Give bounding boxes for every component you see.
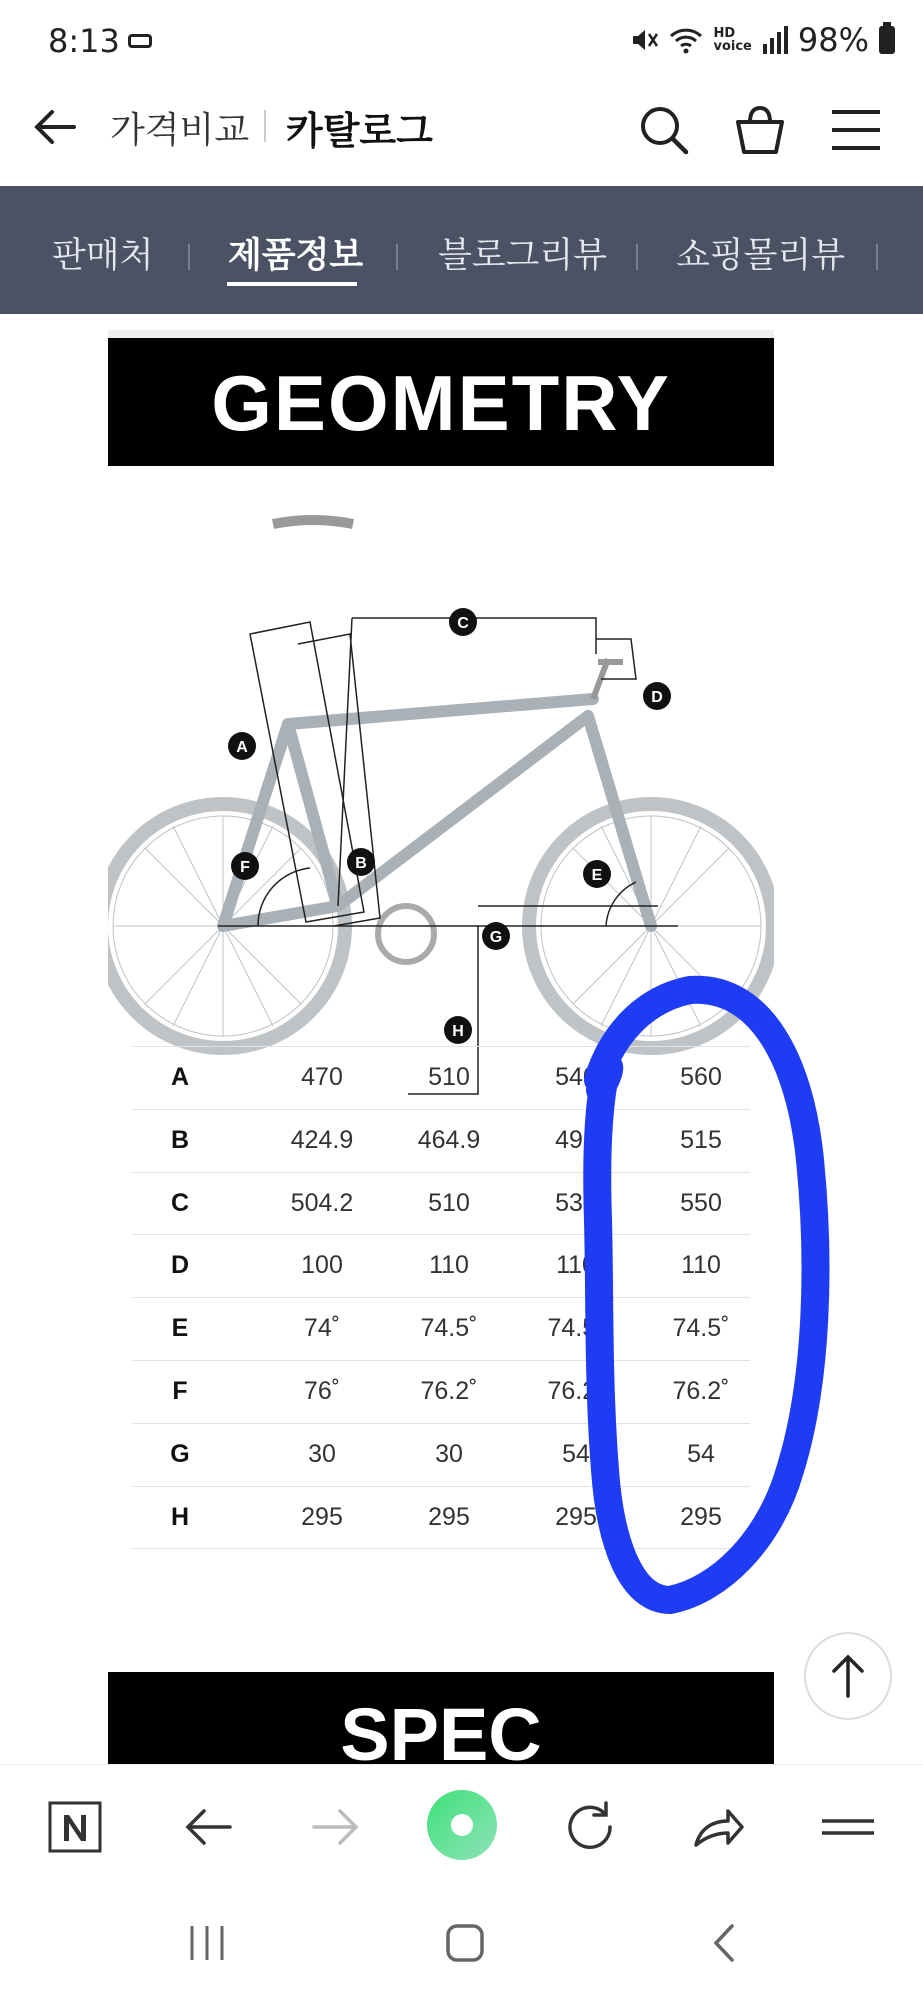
shopping-bag-icon[interactable] xyxy=(732,102,788,158)
geometry-banner xyxy=(108,330,774,466)
product-info-content xyxy=(0,314,923,1764)
table-row xyxy=(132,1423,750,1486)
table-row xyxy=(132,1046,750,1109)
geometry-title: GEOMETRY xyxy=(211,359,671,447)
table-cell: 76.2˚ xyxy=(672,1376,730,1405)
table-cell: 110 xyxy=(681,1251,721,1280)
tab-divider xyxy=(188,244,190,270)
tab-product-info[interactable]: 제품정보 xyxy=(228,236,364,276)
table-cell: 510 xyxy=(428,1063,470,1091)
table-cell: 76˚ xyxy=(303,1376,341,1405)
table-cell: 504.2 xyxy=(290,1188,354,1217)
recent-apps-icon[interactable] xyxy=(182,1918,232,1968)
row-label: C xyxy=(170,1188,190,1217)
browser-toolbar xyxy=(0,1764,923,1889)
table-cell: 295 xyxy=(680,1502,722,1531)
table-cell: 76.2˚ xyxy=(547,1376,605,1405)
table-cell: 295 xyxy=(428,1502,470,1531)
diagram-label-f: F xyxy=(240,859,250,876)
table-cell: 464.9 xyxy=(417,1125,481,1154)
row-label: H xyxy=(170,1502,190,1531)
signal-icon xyxy=(762,26,788,54)
table-cell: 74.5˚ xyxy=(547,1314,605,1343)
table-cell: 470 xyxy=(301,1063,343,1091)
hd-voice-icon: HD voice xyxy=(713,26,752,54)
table-cell: 54 xyxy=(562,1439,590,1468)
breadcrumb-price-compare[interactable]: 가격비교 xyxy=(110,110,250,151)
tab-sellers[interactable]: 판매처 xyxy=(52,236,154,276)
geometry-table xyxy=(132,1046,750,1549)
table-cell: 540 xyxy=(555,1063,597,1091)
back-nav-icon[interactable] xyxy=(700,1918,750,1968)
diagram-label-e: E xyxy=(591,867,603,884)
row-label: E xyxy=(171,1314,189,1343)
table-row xyxy=(132,1109,750,1172)
table-cell: 530 xyxy=(555,1188,597,1217)
status-time: 8:13 xyxy=(48,22,120,60)
battery-icon xyxy=(879,26,895,54)
menu-icon[interactable] xyxy=(818,1797,878,1857)
product-tabs xyxy=(0,186,923,314)
tab-divider xyxy=(396,244,398,270)
table-cell: 30 xyxy=(435,1439,463,1468)
tab-divider xyxy=(636,244,638,270)
table-cell: 510 xyxy=(428,1188,470,1217)
row-label: B xyxy=(170,1125,190,1154)
table-cell: 54 xyxy=(687,1439,715,1468)
diagram-label-h: H xyxy=(452,1023,464,1040)
status-bar xyxy=(0,0,923,80)
table-cell: 74˚ xyxy=(303,1314,341,1343)
tab-mall-reviews[interactable]: 쇼핑몰리뷰 xyxy=(676,236,846,276)
refresh-icon[interactable] xyxy=(560,1797,620,1857)
arrow-up-icon xyxy=(806,1634,890,1718)
table-row xyxy=(132,1486,750,1550)
table-cell: 550 xyxy=(680,1188,722,1217)
row-label: F xyxy=(172,1376,188,1405)
naver-home-icon[interactable] xyxy=(46,1797,106,1857)
diagram-label-b: B xyxy=(355,855,367,872)
diagram-label-g: G xyxy=(489,929,503,946)
wifi-icon xyxy=(669,25,703,55)
table-cell: 295 xyxy=(301,1502,343,1531)
spec-title: SPEC xyxy=(340,1693,542,1764)
table-cell: 74.5˚ xyxy=(420,1314,478,1343)
spec-banner xyxy=(108,1672,774,1764)
table-row xyxy=(132,1360,750,1423)
table-cell: 424.9 xyxy=(290,1125,354,1154)
table-row xyxy=(132,1172,750,1235)
app-header xyxy=(0,80,923,186)
row-label: A xyxy=(170,1063,190,1091)
table-cell: 74.5˚ xyxy=(672,1314,730,1343)
table-cell: 110 xyxy=(429,1251,469,1280)
system-nav-bar xyxy=(0,1888,923,2000)
tab-blog-reviews[interactable]: 블로그리뷰 xyxy=(438,236,608,276)
breadcrumb-catalog[interactable]: 카탈로그 xyxy=(286,109,433,153)
share-icon[interactable] xyxy=(688,1797,748,1857)
table-cell: 495 xyxy=(555,1125,597,1154)
back-arrow-icon[interactable] xyxy=(30,102,80,152)
table-cell: 110 xyxy=(556,1251,596,1280)
row-label: G xyxy=(170,1439,190,1468)
scroll-to-top-button[interactable] xyxy=(804,1632,892,1720)
table-row xyxy=(132,1297,750,1360)
menu-icon[interactable] xyxy=(828,102,884,158)
diagram-label-c: C xyxy=(457,615,469,632)
table-cell: 30 xyxy=(308,1439,336,1468)
diagram-label-d: D xyxy=(651,689,663,706)
voicemail-icon xyxy=(128,34,152,48)
status-icons xyxy=(629,20,895,60)
table-cell: 515 xyxy=(680,1125,722,1154)
mute-icon xyxy=(629,25,659,55)
back-icon[interactable] xyxy=(178,1797,238,1857)
active-tab-indicator xyxy=(227,282,357,286)
table-cell: 560 xyxy=(680,1063,722,1091)
search-icon[interactable] xyxy=(636,102,692,158)
row-label: D xyxy=(170,1251,190,1280)
table-cell: 295 xyxy=(555,1502,597,1531)
breadcrumb-divider xyxy=(264,110,266,142)
green-dot-icon[interactable] xyxy=(426,1789,498,1861)
forward-icon[interactable] xyxy=(306,1797,366,1857)
table-cell: 100 xyxy=(301,1251,343,1280)
diagram-label-a: A xyxy=(236,739,248,756)
home-icon[interactable] xyxy=(440,1918,490,1968)
table-row xyxy=(132,1234,750,1297)
tab-divider xyxy=(876,244,878,270)
table-cell: 76.2˚ xyxy=(420,1376,478,1405)
battery-percent: 98% xyxy=(797,21,869,59)
